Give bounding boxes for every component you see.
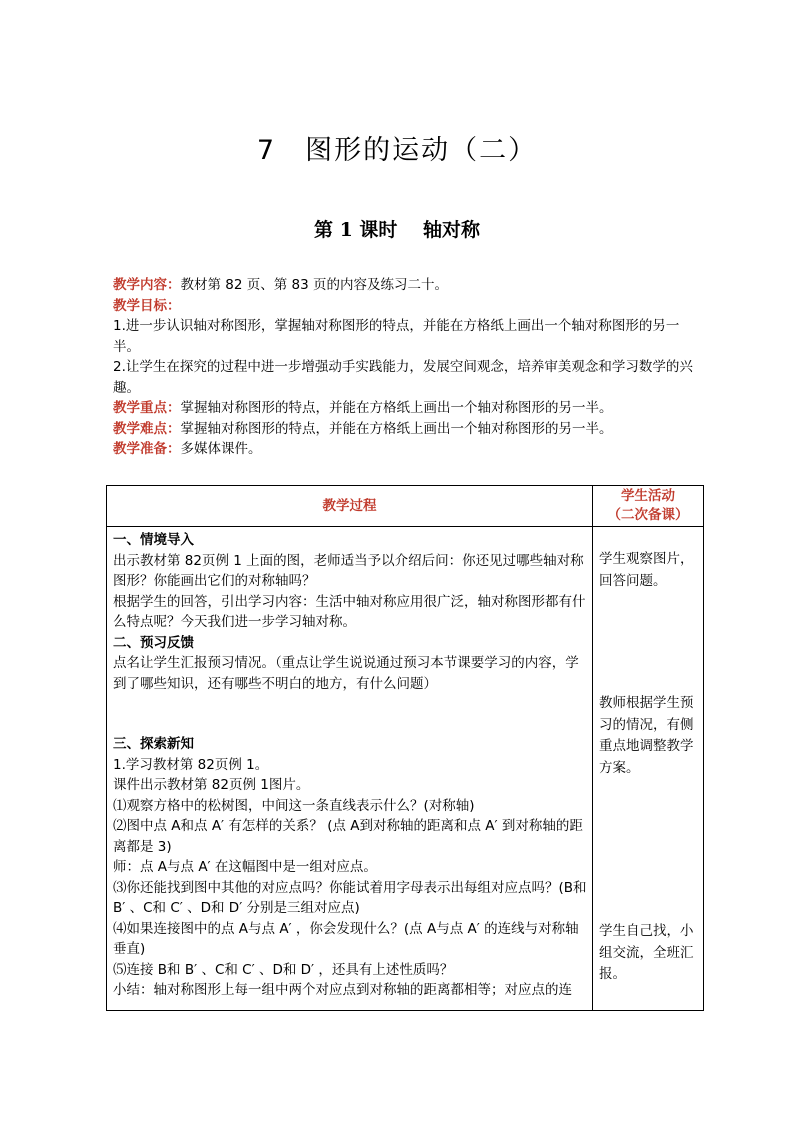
table-body-row bbox=[107, 527, 704, 1011]
header-student-activity bbox=[593, 486, 704, 527]
teaching-prep-text: 多媒体课件。 bbox=[180, 441, 262, 457]
section-gap bbox=[113, 694, 588, 714]
section-3-line-4: ⑵图中点 A和点 A′ 有怎样的关系？ (点 A到对称轴的距离和点 A′ 到对称轴的距离都是 3) bbox=[113, 818, 583, 855]
page-title: 7 图形的运动（二） bbox=[256, 135, 538, 166]
header-student-activity-line2: （二次备课） bbox=[607, 507, 689, 523]
teaching-content-text: 教材第 82 页、第 83 页的内容及练习二十。 bbox=[180, 277, 449, 293]
student-activity-cell bbox=[593, 527, 704, 1011]
teaching-goal-1: 1.进一步认识轴对称图形，掌握轴对称图形的特点，并能在方格纸上画出一个轴对称图形的另一半。 bbox=[113, 318, 680, 355]
teaching-goals-label-text: 教学目标： bbox=[113, 297, 181, 314]
section-3-line-6: ⑶你还能找到图中其他的对应点吗？你能试着用字母表示出每组对应点吗？(B和 B′ 、C和 C′ 、D和 D′ 分别是三组对应点) bbox=[113, 879, 587, 916]
section-3-line-5: 师：点 A与点 A′ 在这幅图中是一组对应点。 bbox=[113, 859, 377, 875]
header-student-activity-line1: 学生活动 bbox=[621, 488, 675, 504]
section-3-line-7: ⑷如果连接图中的点 A与点 A′ ，你会发现什么？(点 A与点 A′ 的连线与对称轴垂直) bbox=[113, 920, 579, 957]
section-gap bbox=[113, 714, 588, 734]
teaching-content bbox=[113, 275, 693, 296]
section-1-paragraph-1: 出示教材第 82页例 1 上面的图，老师适当予以介绍后问：你还见过哪些轴对称图形？你能画出它们的对称轴吗？ bbox=[113, 552, 584, 589]
table-header-row bbox=[107, 486, 704, 527]
lesson-title: 第 1 课时 轴对称 bbox=[313, 219, 481, 241]
teaching-goals-label bbox=[113, 296, 693, 317]
lesson-plan-table bbox=[106, 485, 704, 1011]
section-3-title: 三、探索新知 bbox=[113, 736, 194, 752]
lesson-intro bbox=[113, 275, 693, 460]
section-2-paragraph-1: 点名让学生汇报预习情况。（重点让学生说说通过预习本节课要学习的内容，学到了哪些知识，还有哪些不明白的地方，有什么问题） bbox=[113, 655, 579, 692]
section-3-line-2: 课件出示教材第 82页例 1图片。 bbox=[113, 777, 310, 793]
teaching-prep-label: 教学准备： bbox=[113, 441, 181, 457]
section-3-line-1: 1.学习教材第 82页例 1。 bbox=[113, 756, 269, 773]
student-activity-note-3: 学生自己找，小组交流，全班汇报。 bbox=[599, 923, 694, 982]
section-3-line-8: ⑸连接 B和 B′ 、C和 C′ 、D和 D′ ，还具有上述性质吗？ bbox=[113, 961, 454, 978]
header-teaching-process: 教学过程 bbox=[107, 486, 593, 527]
teaching-difficulty-label: 教学难点： bbox=[113, 420, 181, 437]
student-activity-note-2: 教师根据学生预习的情况，有侧重点地调整教学方案。 bbox=[599, 695, 694, 776]
teaching-content-label: 教学内容： bbox=[113, 277, 181, 293]
section-1-title: 一、情境导入 bbox=[113, 532, 194, 548]
teaching-goal-2: 2.让学生在探究的过程中进一步增强动手实践能力，发展空间观念，培养审美观念和学习数学的兴趣。 bbox=[113, 359, 693, 396]
teaching-difficulty-text: 掌握轴对称图形的特点，并能在方格纸上画出一个轴对称图形的另一半。 bbox=[180, 420, 613, 437]
section-1-paragraph-2: 根据学生的回答，引出学习内容：生活中轴对称应用很广泛，轴对称图形都有什么特点呢？今天我们进一步学习轴对称。 bbox=[113, 593, 586, 630]
section-2-title: 二、预习反馈 bbox=[113, 634, 194, 651]
teaching-difficulty bbox=[113, 419, 693, 440]
student-activity-note-1: 学生观察图片，回答问题。 bbox=[599, 551, 694, 589]
teaching-process-cell bbox=[107, 527, 593, 1011]
teaching-preparation bbox=[113, 439, 693, 460]
teaching-key-point bbox=[113, 398, 693, 419]
section-3-line-3: ⑴观察方格中的松树图，中间这一条直线表示什么？(对称轴) bbox=[113, 797, 475, 814]
teaching-key-text: 掌握轴对称图形的特点，并能在方格纸上画出一个轴对称图形的另一半。 bbox=[180, 400, 613, 416]
teaching-key-label: 教学重点： bbox=[113, 400, 181, 416]
section-3-line-9: 小结：轴对称图形上每一组中两个对应点到对称轴的距离都相等；对应点的连 bbox=[113, 982, 572, 998]
